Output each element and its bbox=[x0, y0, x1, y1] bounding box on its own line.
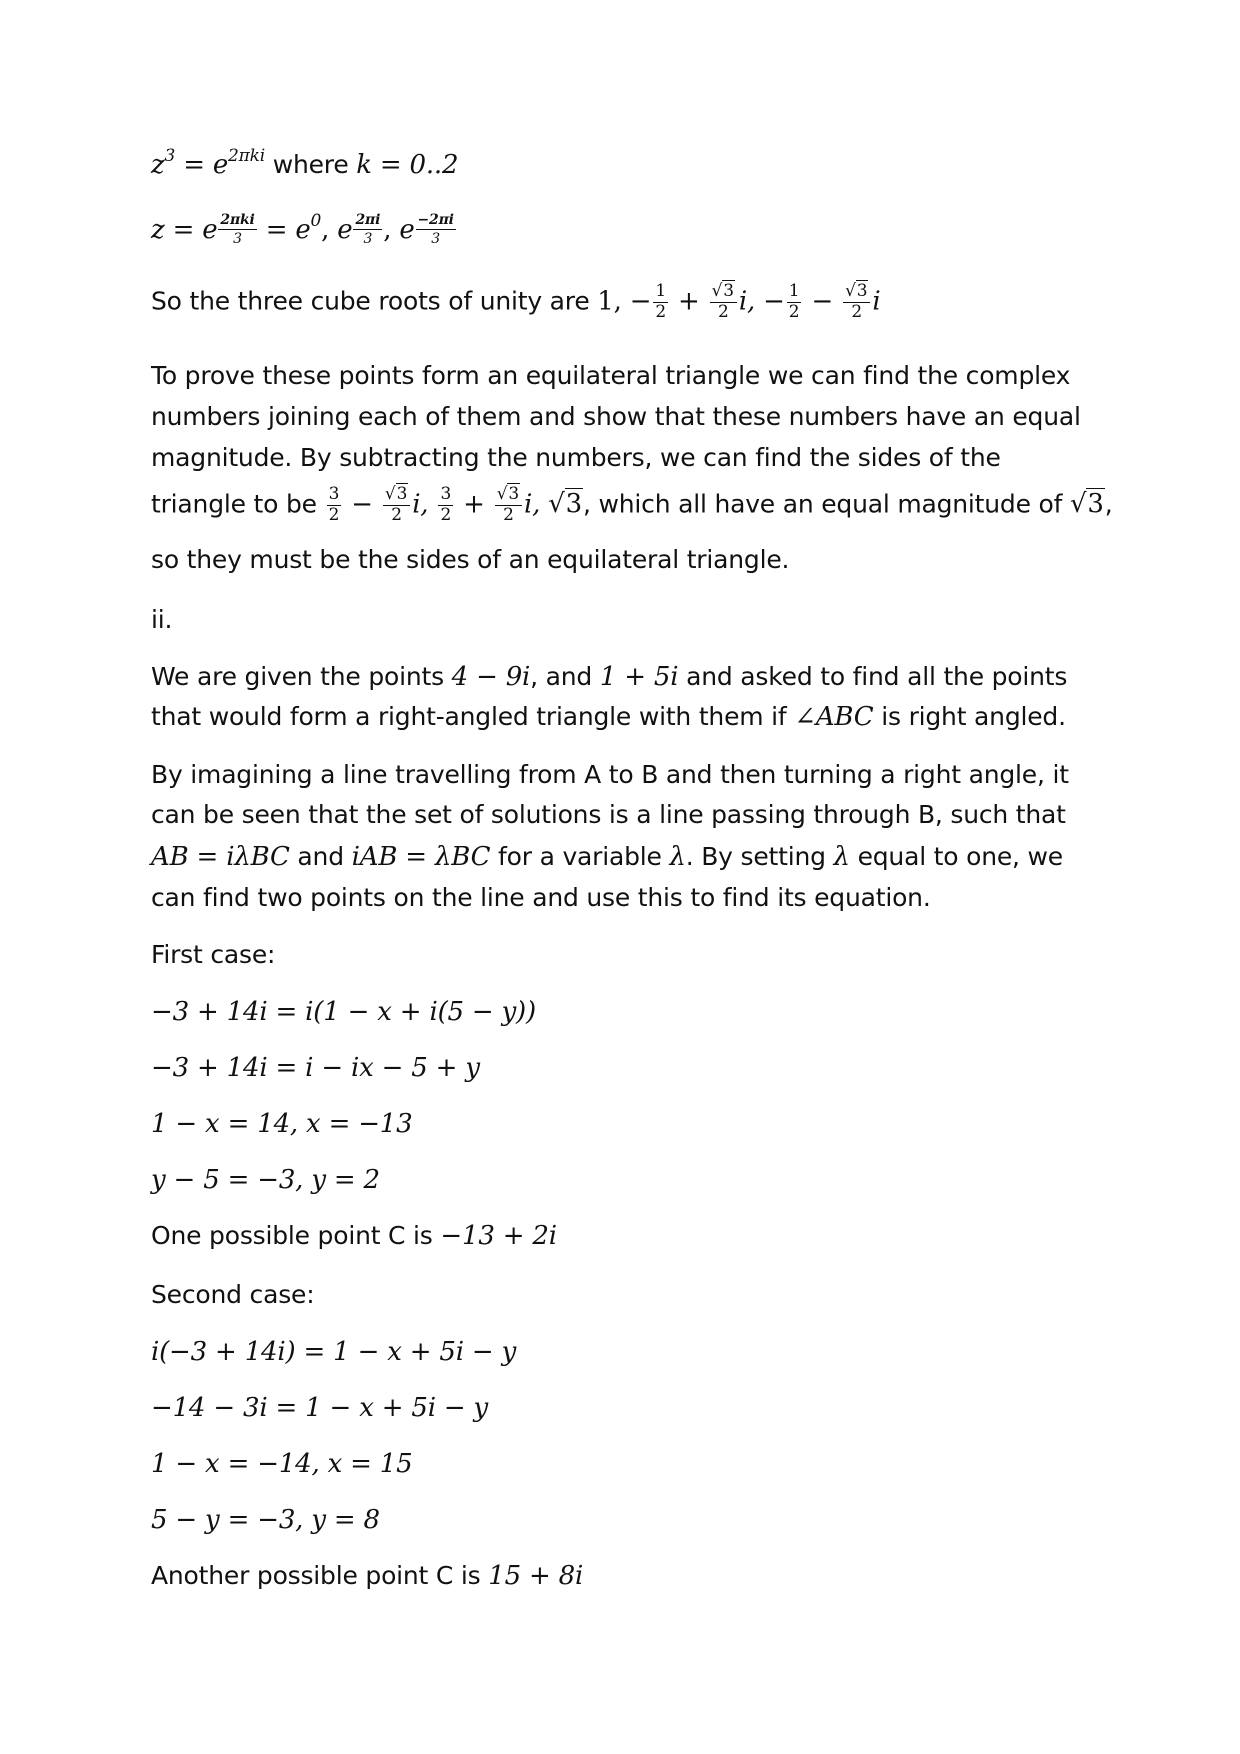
end-comma: , bbox=[1104, 489, 1113, 519]
fraction-sqrt3-1: $\frac{√3}{2}$ bbox=[710, 283, 737, 322]
first-case-eq-3: 1 − x = 14, x = −13 bbox=[151, 1109, 413, 1139]
exponent-fraction-2: $\frac{2\pi i}{3}$ bbox=[355, 212, 381, 247]
method-line-3 bbox=[151, 842, 1063, 873]
fraction-three-halves-2: $\frac{3}{2}$ bbox=[440, 484, 452, 525]
variable-text: for a variable bbox=[490, 842, 670, 871]
second-case-label: Second case: bbox=[151, 1280, 315, 1309]
fraction-sqrt3-4: $\frac{√3}{2}$ bbox=[495, 486, 522, 525]
e-base-2: e bbox=[295, 215, 311, 245]
i-comma: i, − bbox=[738, 286, 785, 317]
exponent-fraction-3: $\frac{-2\pi i}{3}$ bbox=[417, 212, 454, 247]
first-result-value: −13 + 2i bbox=[440, 1221, 557, 1251]
given-text-a: We are given the points bbox=[151, 662, 452, 691]
fraction-three-halves-1: $\frac{3}{2}$ bbox=[328, 484, 340, 525]
method-line-1: By imagining a line travelling from A to B and then turning a right angle, it bbox=[151, 760, 1069, 789]
where-text: where bbox=[264, 150, 357, 179]
method-line-4: can find two points on the line and use this to find its equation. bbox=[151, 883, 931, 912]
second-result-text: Another possible point C is bbox=[151, 1561, 489, 1590]
sqrt3-magnitude: √3 bbox=[1069, 489, 1104, 520]
angle-abc: ∠ABC bbox=[794, 702, 874, 732]
point-b: 1 + 5i bbox=[599, 662, 679, 692]
first-case-result bbox=[151, 1221, 557, 1252]
equal-magnitude-text: , which all have an equal magnitude of bbox=[583, 489, 1070, 519]
given-text-b: , and bbox=[530, 662, 600, 691]
equal-to-one-text: equal to one, we bbox=[849, 842, 1063, 871]
proof-line-1: To prove these points form an equilateral triangle we can find the complex bbox=[151, 361, 1071, 390]
triangle-to-be-text: triangle to be bbox=[151, 489, 325, 519]
i-comma-2: i, bbox=[412, 489, 437, 520]
z-symbol: z bbox=[151, 150, 165, 180]
part-ii-label: ii. bbox=[151, 605, 173, 634]
first-case-eq-2: −3 + 14i = i − ix − 5 + y bbox=[151, 1053, 480, 1083]
second-case-eq-2: −14 − 3i = 1 − x + 5i − y bbox=[151, 1393, 489, 1423]
root-one: 1, − bbox=[597, 286, 652, 317]
second-case-result bbox=[151, 1561, 583, 1592]
first-result-text: One possible point C is bbox=[151, 1221, 441, 1250]
e-base-3: e bbox=[337, 215, 353, 245]
given-line-1 bbox=[151, 662, 1067, 693]
fraction-half-2: $\frac{1}{2}$ bbox=[788, 281, 800, 322]
second-case-eq-3: 1 − x = −14, x = 15 bbox=[151, 1449, 413, 1479]
minus-sign-2: − bbox=[343, 489, 381, 520]
by-setting-text: . By setting bbox=[685, 842, 834, 871]
cube-roots-text: So the three cube roots of unity are bbox=[151, 286, 598, 316]
equals-sign: = bbox=[175, 150, 213, 180]
exponent-fraction-1: $\frac{\text{2πki}}{3}$ bbox=[220, 212, 255, 247]
equation-iab-lambda-bc: iAB = λBC bbox=[351, 842, 491, 872]
sqrt3-side: √3 bbox=[548, 489, 583, 520]
point-a: 4 − 9i bbox=[451, 662, 531, 692]
proof-line-3: magnitude. By subtracting the numbers, we can find the sides of the bbox=[151, 443, 1001, 472]
k-range: k = 0..2 bbox=[356, 150, 459, 180]
plus-sign: + bbox=[669, 286, 708, 317]
first-case-eq-1: −3 + 14i = i(1 − x + i(5 − y)) bbox=[151, 997, 536, 1027]
comma-1: , bbox=[321, 215, 338, 245]
fraction-half-1: $\frac{1}{2}$ bbox=[655, 281, 666, 322]
proof-line-2: numbers joining each of them and show that these numbers have an equal bbox=[151, 402, 1081, 431]
lambda-symbol-1: λ bbox=[669, 842, 686, 872]
proof-line-4 bbox=[151, 486, 1112, 525]
i-end: i bbox=[872, 286, 881, 317]
given-line-2 bbox=[151, 702, 1066, 733]
equals-sign-2: = bbox=[257, 215, 296, 245]
e-base-4: e bbox=[399, 215, 415, 245]
fraction-sqrt3-2: $\frac{√3}{2}$ bbox=[843, 283, 870, 322]
fraction-sqrt3-3: $\frac{√3}{2}$ bbox=[383, 486, 410, 525]
z-exponent: 3 bbox=[164, 146, 176, 166]
second-case-eq-4: 5 − y = −3, y = 8 bbox=[151, 1505, 380, 1535]
method-line-2: can be seen that the set of solutions is a line passing through B, such that bbox=[151, 800, 1066, 829]
first-case-label: First case: bbox=[151, 940, 276, 969]
cube-roots-of-unity-line bbox=[151, 283, 881, 322]
zero-exponent: 0 bbox=[310, 211, 322, 231]
i-comma-3: i, bbox=[524, 489, 549, 520]
minus-sign: − bbox=[803, 286, 842, 317]
e-exponent: 2πki bbox=[228, 146, 265, 166]
and-text: and bbox=[289, 842, 352, 871]
roots-expansion-line bbox=[151, 213, 457, 246]
cube-root-equation-line bbox=[151, 146, 459, 181]
lambda-symbol-2: λ bbox=[833, 842, 850, 872]
z-equals: z = bbox=[151, 215, 203, 245]
second-result-value: 15 + 8i bbox=[488, 1561, 584, 1591]
given-text-c: and asked to find all the points bbox=[678, 662, 1068, 691]
first-case-eq-4: y − 5 = −3, y = 2 bbox=[151, 1165, 380, 1195]
e-base-1: e bbox=[202, 215, 218, 245]
given-text-e: is right angled. bbox=[873, 702, 1066, 731]
comma-2: , bbox=[383, 215, 400, 245]
given-text-d: that would form a right-angled triangle with them if bbox=[151, 702, 795, 731]
e-base: e bbox=[212, 150, 229, 180]
equation-ab-ilambda-bc: AB = iλBC bbox=[151, 842, 290, 872]
second-case-eq-1: i(−3 + 14i) = 1 − x + 5i − y bbox=[151, 1337, 517, 1367]
plus-sign-2: + bbox=[455, 489, 493, 520]
proof-line-5: so they must be the sides of an equilateral triangle. bbox=[151, 545, 790, 574]
